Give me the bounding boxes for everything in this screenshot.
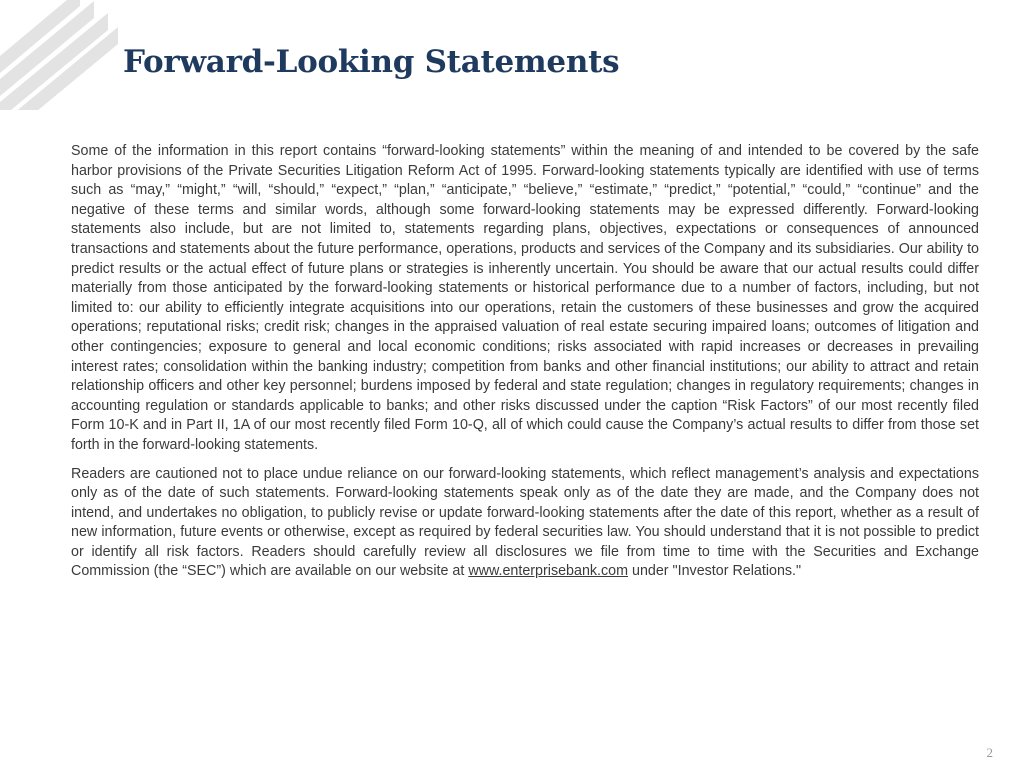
disclaimer-body [71,142,979,591]
paragraph-reader-caution [71,465,979,583]
paragraph-forward-looking-intro: Some of the information in this report contains “forward-looking statements” within the meaning of and intended to be covered by the safe harbor provisions of the Private Securities Litigation Reform Act of 1995. Forward-looking statements typically are identified with use of terms such as “may,” “might,” “will, “should,” “expect,” “plan,” “anticipate,” “believe,” “estimate,” “predict,” “potential,” “could,” “continue” and the negative of these terms and similar words, although some forward-looking statements may be expressed differently. Forward-looking statements also include, but are not limited to, statements regarding plans, objectives, expectations or consequences of announced transactions and statements about the future performance, operations, products and services of the Company and its subsidiaries. Our ability to predict results or the actual effect of future plans or strategies is inherently uncertain. You should be aware that our actual results could differ materially from those anticipated by the forward-looking statements or historical performance due to a number of factors, including, but not limited to: our ability to efficiently integrate acquisitions into our operations, retain the customers of these businesses and grow the acquired operations; reputational risks; credit risk; changes in the appraised valuation of real estate securing impaired loans; outcomes of litigation and other contingencies; exposure to general and local economic conditions; risks associated with rapid increases or decreases in prevailing interest rates; consolidation within the banking industry; competition from banks and other financial institutions; our ability to attract and retain relationship officers and other key personnel; burdens imposed by federal and state regulation; changes in regulatory requirements; changes in accounting regulation or standards applicable to banks; and other risks discussed under the caption “Risk Factors” of our most recently filed Form 10-K and in Part II, 1A of our most recently filed Form 10-Q, all of which could cause the Company’s actual results to differ from those set forth in the forward-looking statements. [71,143,979,453]
paragraph-caution-tail: under "Investor Relations." [628,563,802,580]
diagonal-stripes-icon [0,0,120,110]
paragraph-caution-text: Readers are cautioned not to place undue reliance on our forward-looking statements, which reflect management’s analysis and expectations only as of the date of such statements. Forward-looking statements speak only as of the date they are made, and the Company does not intend, and undertakes no obligation, to publicly revise or update forward-looking statements after the date of this report, whether as a result of new information, future events or otherwise, except as required by federal securities law. You should understand that it is not possible to predict or identify all risk factors. Readers should carefully review all disclosures we file from time to time with the Securities and Exchange Commission (the “SEC”) which are available on our website at [71,465,979,580]
page-number: 2 [986,745,993,760]
slide-title: Forward-Looking Statements [123,44,620,80]
website-link[interactable]: www.enterprisebank.com [468,563,629,580]
